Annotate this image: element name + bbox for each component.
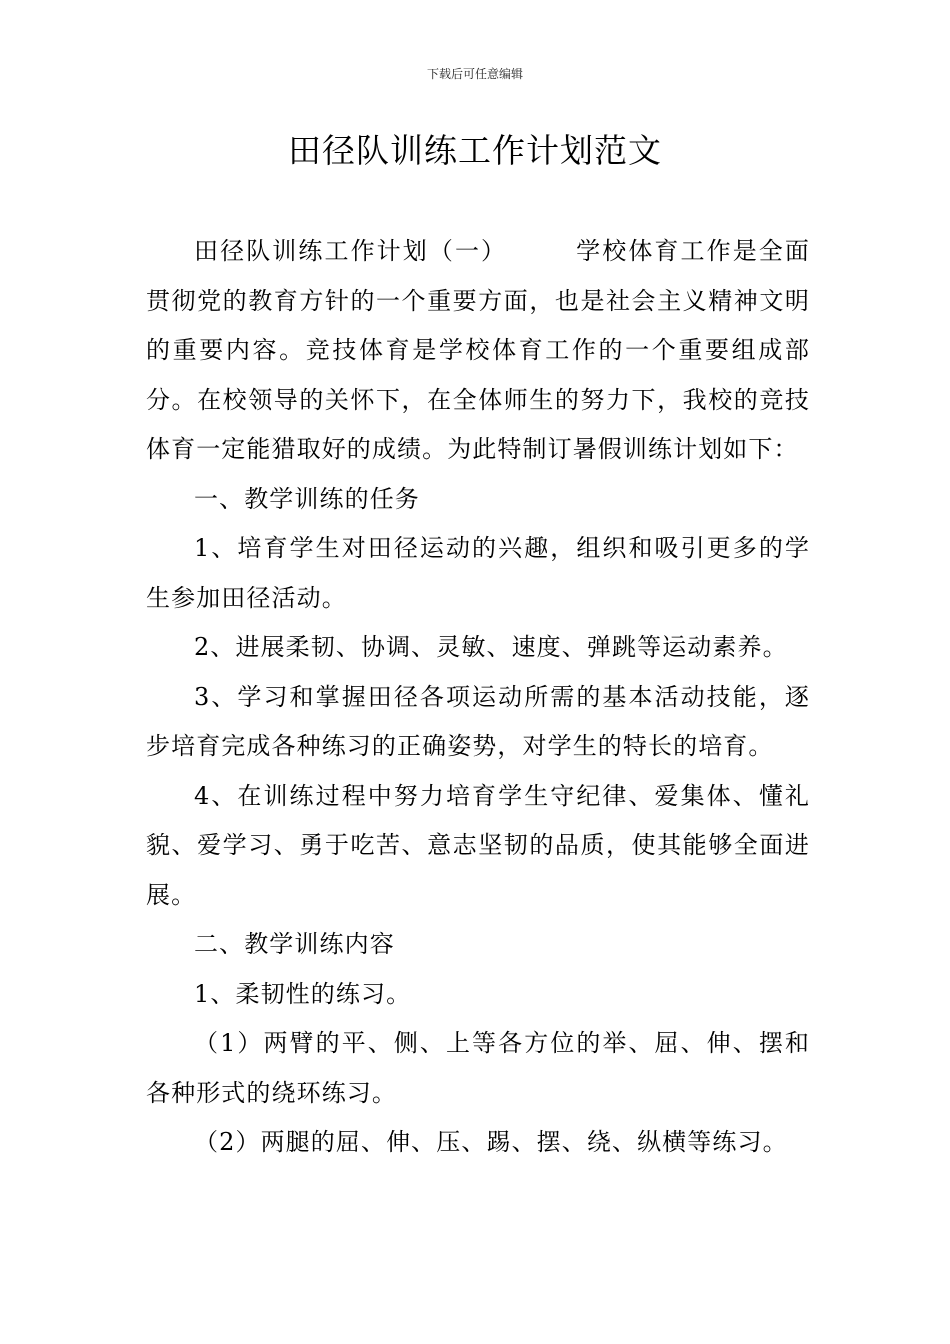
section-heading-content: 二、教学训练内容: [194, 930, 395, 958]
document-title: 田径队训练工作计划范文: [288, 131, 662, 170]
intro-text: 学校体育工作是全面贯彻党的教育方针的一个重要方面，也是社会主义精神文明的重要内容。竞技体育是学校体育工作的一个重要组成部分。在校领导的关怀下，在全体师生的努力下，我校的竞技体育一定能猎取好的成绩。为此特制订暑假训练计划如下：: [146, 237, 810, 463]
intro-heading: 田径队训练工作计划（一）: [194, 237, 508, 265]
page-header-note: 下载后可任意编辑: [426, 67, 523, 81]
task-item-2: 2、进展柔韧、协调、灵敏、速度、弹跳等运动素养。: [194, 633, 788, 661]
section-heading-tasks: 一、教学训练的任务: [194, 484, 420, 513]
content-subitem-2: （2）两腿的屈、伸、压、踢、摆、绕、纵横等练习。: [194, 1128, 788, 1156]
task-item-1: 1、培育学生对田径运动的兴趣，组织和吸引更多的学生参加田径活动。: [146, 534, 810, 612]
content-item-1: 1、柔韧性的练习。: [194, 979, 412, 1008]
document-body: [146, 227, 810, 1168]
task-item-3: 3、学习和掌握田径各项运动所需的基本活动技能，逐步培育完成各种练习的正确姿势，对学生的特长的培育。: [146, 682, 810, 760]
content-subitem-1: （1）两臂的平、侧、上等各方位的举、屈、伸、摆和各种形式的绕环练习。: [146, 1029, 810, 1107]
task-item-4: 4、在训练过程中努力培育学生守纪律、爱集体、懂礼貌、爱学习、勇于吃苦、意志坚韧的品质，使其能够全面进展。: [146, 781, 810, 909]
intro-paragraph: [146, 227, 810, 475]
